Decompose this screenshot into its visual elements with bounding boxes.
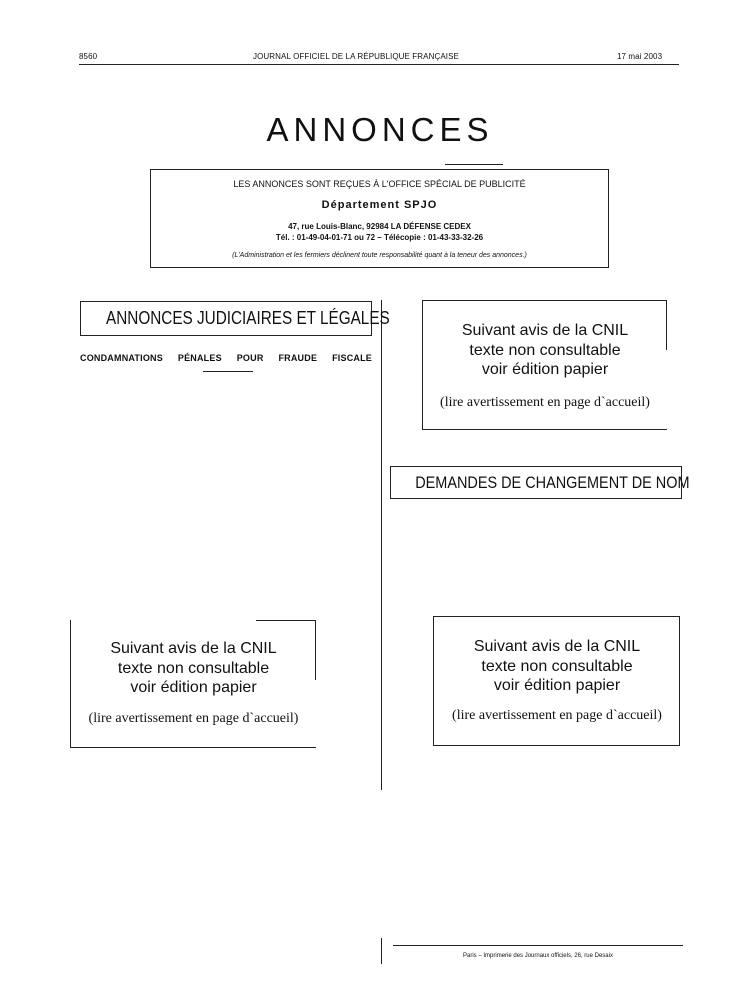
cnil-box-top-edge [422,300,667,301]
section-heading-legal [80,301,390,336]
section-heading-legal-label: ANNONCES JUDICIAIRES ET LÉGALES [106,308,390,328]
cnil-notice-note: (lire avertissement en page d`accueil) [452,708,662,723]
cnil-notice-note: (lire avertissement en page d`accueil) [88,711,299,726]
info-box-top-rule [445,164,503,165]
section-heading-name-change [390,466,690,499]
cnil-box-top-edge [433,616,680,617]
issue-date: 17 mai 2003 [617,52,663,61]
cnil-notice-box [433,616,680,746]
cnil-notice-line3: voir édition papier [130,679,257,696]
subsection-rule [203,371,253,372]
cnil-notice-box [422,300,667,430]
page-title: ANNONCES [266,111,494,148]
cnil-notice-line3: voir édition papier [481,361,609,378]
footer-rule [393,945,683,946]
cnil-notice-line3: voir édition papier [493,677,621,694]
section-heading-name-change-label: DEMANDES DE CHANGEMENT DE NOM [415,473,690,492]
info-office-line: LES ANNONCES SONT REÇUES À L'OFFICE SPÉCIAL DE PUBLICITÉ [233,179,526,189]
subsection-heading-fraud: CONDAMNATIONS PÉNALES POUR FRAUDE FISCALE [80,353,372,363]
cnil-notice-box [70,620,316,748]
cnil-notice-line2: texte non consultable [117,660,270,677]
column-divider [381,300,382,790]
info-box [150,169,609,268]
info-disclaimer-line: (L'Administration et les fermiers déclinent toute responsabilité quant à la teneur des annonces.) [232,252,527,259]
journal-title: JOURNAL OFFICIEL DE LA RÉPUBLIQUE FRANÇAISE [253,52,459,61]
cnil-box-top-edge [256,620,316,621]
header-rule [79,64,679,65]
page-number: 8560 [79,52,98,61]
cnil-notice-line1: Suivant avis de la CNIL [461,322,629,339]
cnil-notice-line1: Suivant avis de la CNIL [473,638,641,655]
info-address-line: 47, rue Louis-Blanc, 92984 LA DÉFENSE CEDEX [288,222,471,231]
cnil-notice-note: (lire avertissement en page d`accueil) [440,395,650,410]
info-department-line: Département SPJO [321,199,438,211]
cnil-notice-line2: texte non consultable [469,342,621,359]
cnil-notice-line1: Suivant avis de la CNIL [110,640,277,657]
info-phone-line: Tél. : 01-49-04-01-71 ou 72 – Télécopie : 01-43-33-32-26 [275,233,484,242]
printer-imprint: Paris – Imprimerie des Journaux officiels, 26, rue Desaix [463,953,613,959]
cnil-notice-line2: texte non consultable [481,658,633,675]
footer-divider [381,938,382,964]
